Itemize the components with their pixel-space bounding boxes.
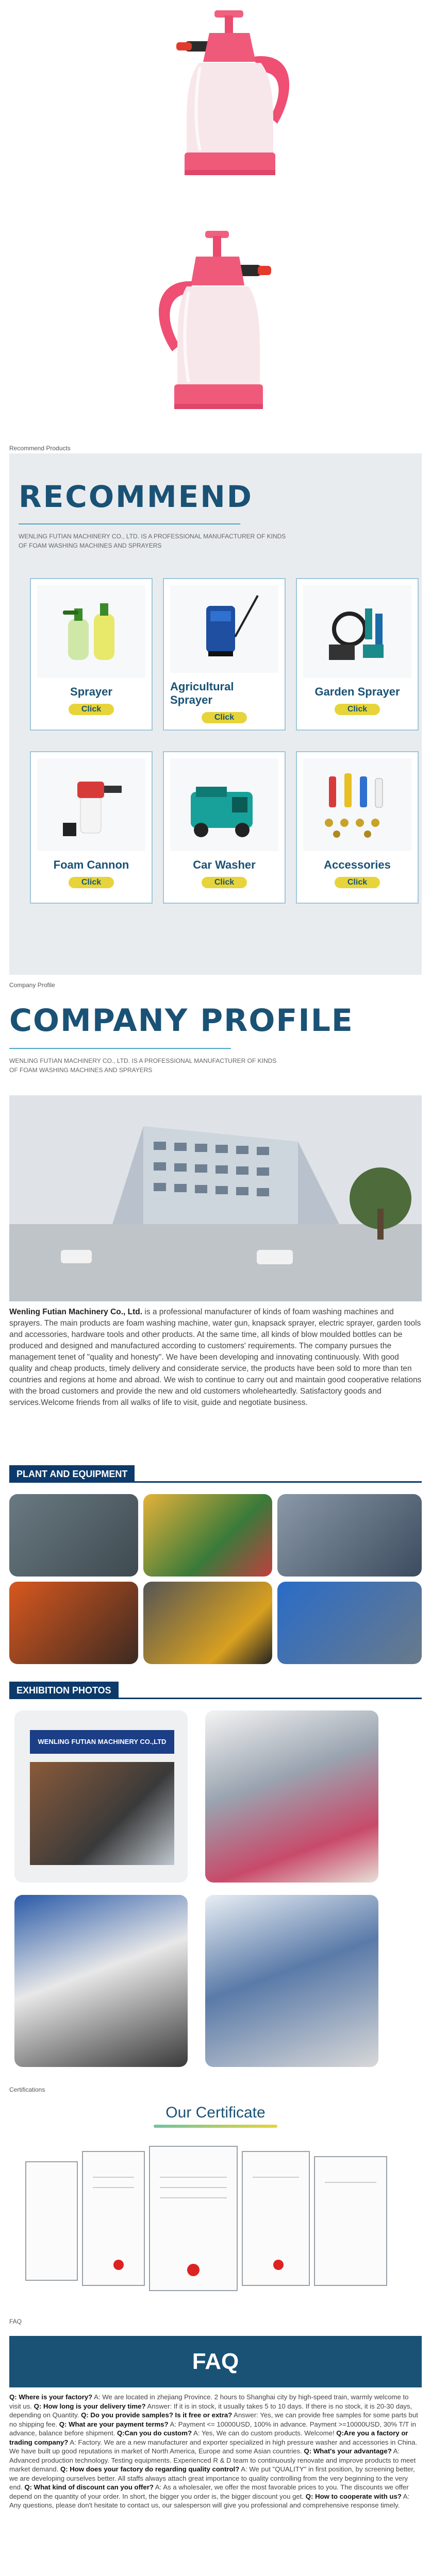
recommend-section [9,453,422,975]
faq-answer: A: Payment <= 10000USD, 100% in advance. Payment >=10000USD, 30% T/T in advance, balance before shipment. [9,2420,416,2437]
recommend-divider [19,523,240,524]
pink-pressure-sprayer-side-image [123,216,308,443]
faq-answer: Answer: Yes, we can provide free samples for some parts but no shipping fee. [9,2411,418,2428]
product-card-name: Garden Sprayer [314,685,400,698]
faq-answer: A: As a wholesaler, we offer the most favorable prices to you. The discounts we offer depend on the quantity of your order. In short, the bigger you order is, the bigger discount you get. [9,2483,409,2500]
exhibition-photo [14,1710,188,1883]
faq-caption: FAQ [9,2318,22,2325]
faq-answer: A: Yes, We can do custom products. Welcome! [192,2429,335,2437]
foam-cannon-icon [37,758,145,851]
plant-equipment-label: PLANT AND EQUIPMENT [9,1465,135,1483]
plant-photo [9,1494,138,1577]
certificate-title: Our Certificate [165,2104,266,2121]
faq-answer: A: Any questions, please don't hesitate to contact us, our salesperson will give you professional and comprehensive response timely. [9,2492,410,2509]
product-card-sprayer[interactable] [30,578,153,731]
faq-answer: A: Factory. We are a new manufacturer and exporter specialized in high pressure washer and accessories in China. We have built up good reputations in market of North America, Europe and some Asian countries. [9,2438,418,2455]
faq-question: Q:Are you a factory or trading company? [9,2429,408,2446]
click-button[interactable]: Click [335,877,380,888]
product-card-accessories[interactable] [296,751,419,904]
exhibition-header [9,1682,422,1699]
plant-photo [9,1582,138,1664]
plant-photo [277,1582,422,1664]
garden-hose-icon [303,585,411,678]
plant-photo [143,1582,272,1664]
company-description [9,1301,422,1456]
faq-question: Q: What kind of discount can you offer? [24,2483,154,2491]
profile-divider [9,1048,231,1049]
faq-question: Q: How to cooperate with us? [305,2492,402,2500]
certificate-underline [154,2125,277,2128]
plant-equipment-header [9,1465,422,1483]
booth-scene [30,1762,174,1865]
company-profile-title: COMPANY PROFILE [9,1003,354,1039]
recommend-title: RECOMMEND [19,479,253,514]
click-button[interactable]: Click [202,712,247,723]
plant-photo [143,1494,272,1577]
product-card-name: Car Washer [193,858,256,871]
exhibition-banner: WENLING FUTIAN MACHINERY CO.,LTD [30,1730,174,1754]
faq-question: Q: What are your payment terms? [59,2420,169,2428]
certificate-row [21,2141,412,2296]
company-name: Wenling Futian Machinery Co., Ltd. [9,1308,143,1316]
faq-answer: A: Advanced production technology. Testing equipments. Experienced R & D team to continuously renovate and improve products to meet market demand. [9,2447,416,2473]
faq-question: Q: How long is your delivery time? [34,2402,146,2410]
click-button[interactable]: Click [69,704,114,715]
recommend-caption: Recommend Products [9,445,71,452]
product-card-name: Sprayer [70,685,112,698]
faq-title: FAQ [9,2336,422,2387]
faq-question: Q:Can you do custom? [117,2429,192,2437]
accessories-icon [303,758,411,851]
recommend-subtitle: WENLING FUTIAN MACHINERY CO., LTD. IS A PROFESSIONAL MANUFACTURER OF KINDS OF FOAM WASHING MACHINES AND SPRAYERS [19,533,286,549]
plant-photo [277,1494,422,1577]
product-image-1 [0,0,431,216]
product-card-name: Foam Cannon [53,858,129,871]
sprayer-bottles-icon [37,585,145,678]
factory-building-photo [9,1095,422,1301]
faq-answer: A: We put "QUALITY" in first position, by screening better, we are developing ourselves better. All staffs always attach great importance to quality controlling from the very beginning to the very end. [9,2465,415,2491]
faq-question: Q: What's your advantage? [304,2447,392,2455]
product-card-name: Accessories [324,858,391,871]
plant-photo-grid [9,1494,422,1664]
profile-caption: Company Profile [9,981,55,989]
company-description-body: is a professional manufacturer of kinds of foam washing machines and sprayers. The main products are foam washing machine, water gun, knapsack sprayer, electric sprayer, garden tools and accessories, hardware tools and other products. At the same time, all kinds of blow moulded bottles can be produced and designed and manufactured according to customers' requirements. The company pursues the management tenet of "quality and honesty". We have been developing and innovating continuously. With good quality and cheap products, timely delivery and considerate service, the products have been sold to more than ten countries and regions at home and abroad. We wish to continue to carry out and maintain good cooperative relations with the broad customers and provide the new and old customers wholeheartedly. Satisfactory goods and services.Welcome friends from all walks of life to visit, guide and negotiate business. [9,1308,422,1407]
product-card-name: Agricultural Sprayer [170,680,234,706]
cert-caption: Certifications [9,2086,45,2093]
company-profile-section [0,990,431,1456]
product-card-garden-sprayer[interactable] [296,578,419,731]
faq-question: Q: Do you provide samples? Is it free or extra? [81,2411,233,2419]
exhibition-photo [14,1895,188,2067]
faq-list [9,2387,422,2510]
click-button[interactable]: Click [69,877,114,888]
faq-question: Q: How does your factory do regarding quality control? [60,2465,240,2473]
exhibition-label: EXHIBITION PHOTOS [9,1682,119,1699]
pressure-washer-icon [170,758,278,851]
pink-pressure-sprayer-image [123,0,308,216]
exhibition-photo [205,1895,378,2067]
click-button[interactable]: Click [335,704,380,715]
exhibition-photo-grid [9,1710,422,2067]
product-card-foam-cannon[interactable] [30,751,153,904]
faq-answer: A: We are located in zhejiang Province. 2 hours to Shanghai city by high-speed train, warmly welcome to visit us. [9,2393,409,2410]
profile-subtitle: WENLING FUTIAN MACHINERY CO., LTD. IS A PROFESSIONAL MANUFACTURER OF KINDS OF FOAM WASHING MACHINES AND SPRAYERS [9,1057,277,1074]
exhibition-photo [205,1710,378,1883]
backpack-sprayer-icon [170,585,278,673]
click-button[interactable]: Click [202,877,247,888]
product-card-agricultural-sprayer[interactable] [163,578,286,731]
product-card-car-washer[interactable] [163,751,286,904]
product-image-2 [0,216,431,443]
product-grid [19,578,412,904]
faq-question: Q: Where is your factory? [9,2393,93,2401]
faq-answer: Answer: If it is in stock, it usually takes 5 to 10 days. If there is no stock, it is 20-30 days, depending on Quantity. [9,2402,412,2419]
certificates-image [21,2141,412,2296]
